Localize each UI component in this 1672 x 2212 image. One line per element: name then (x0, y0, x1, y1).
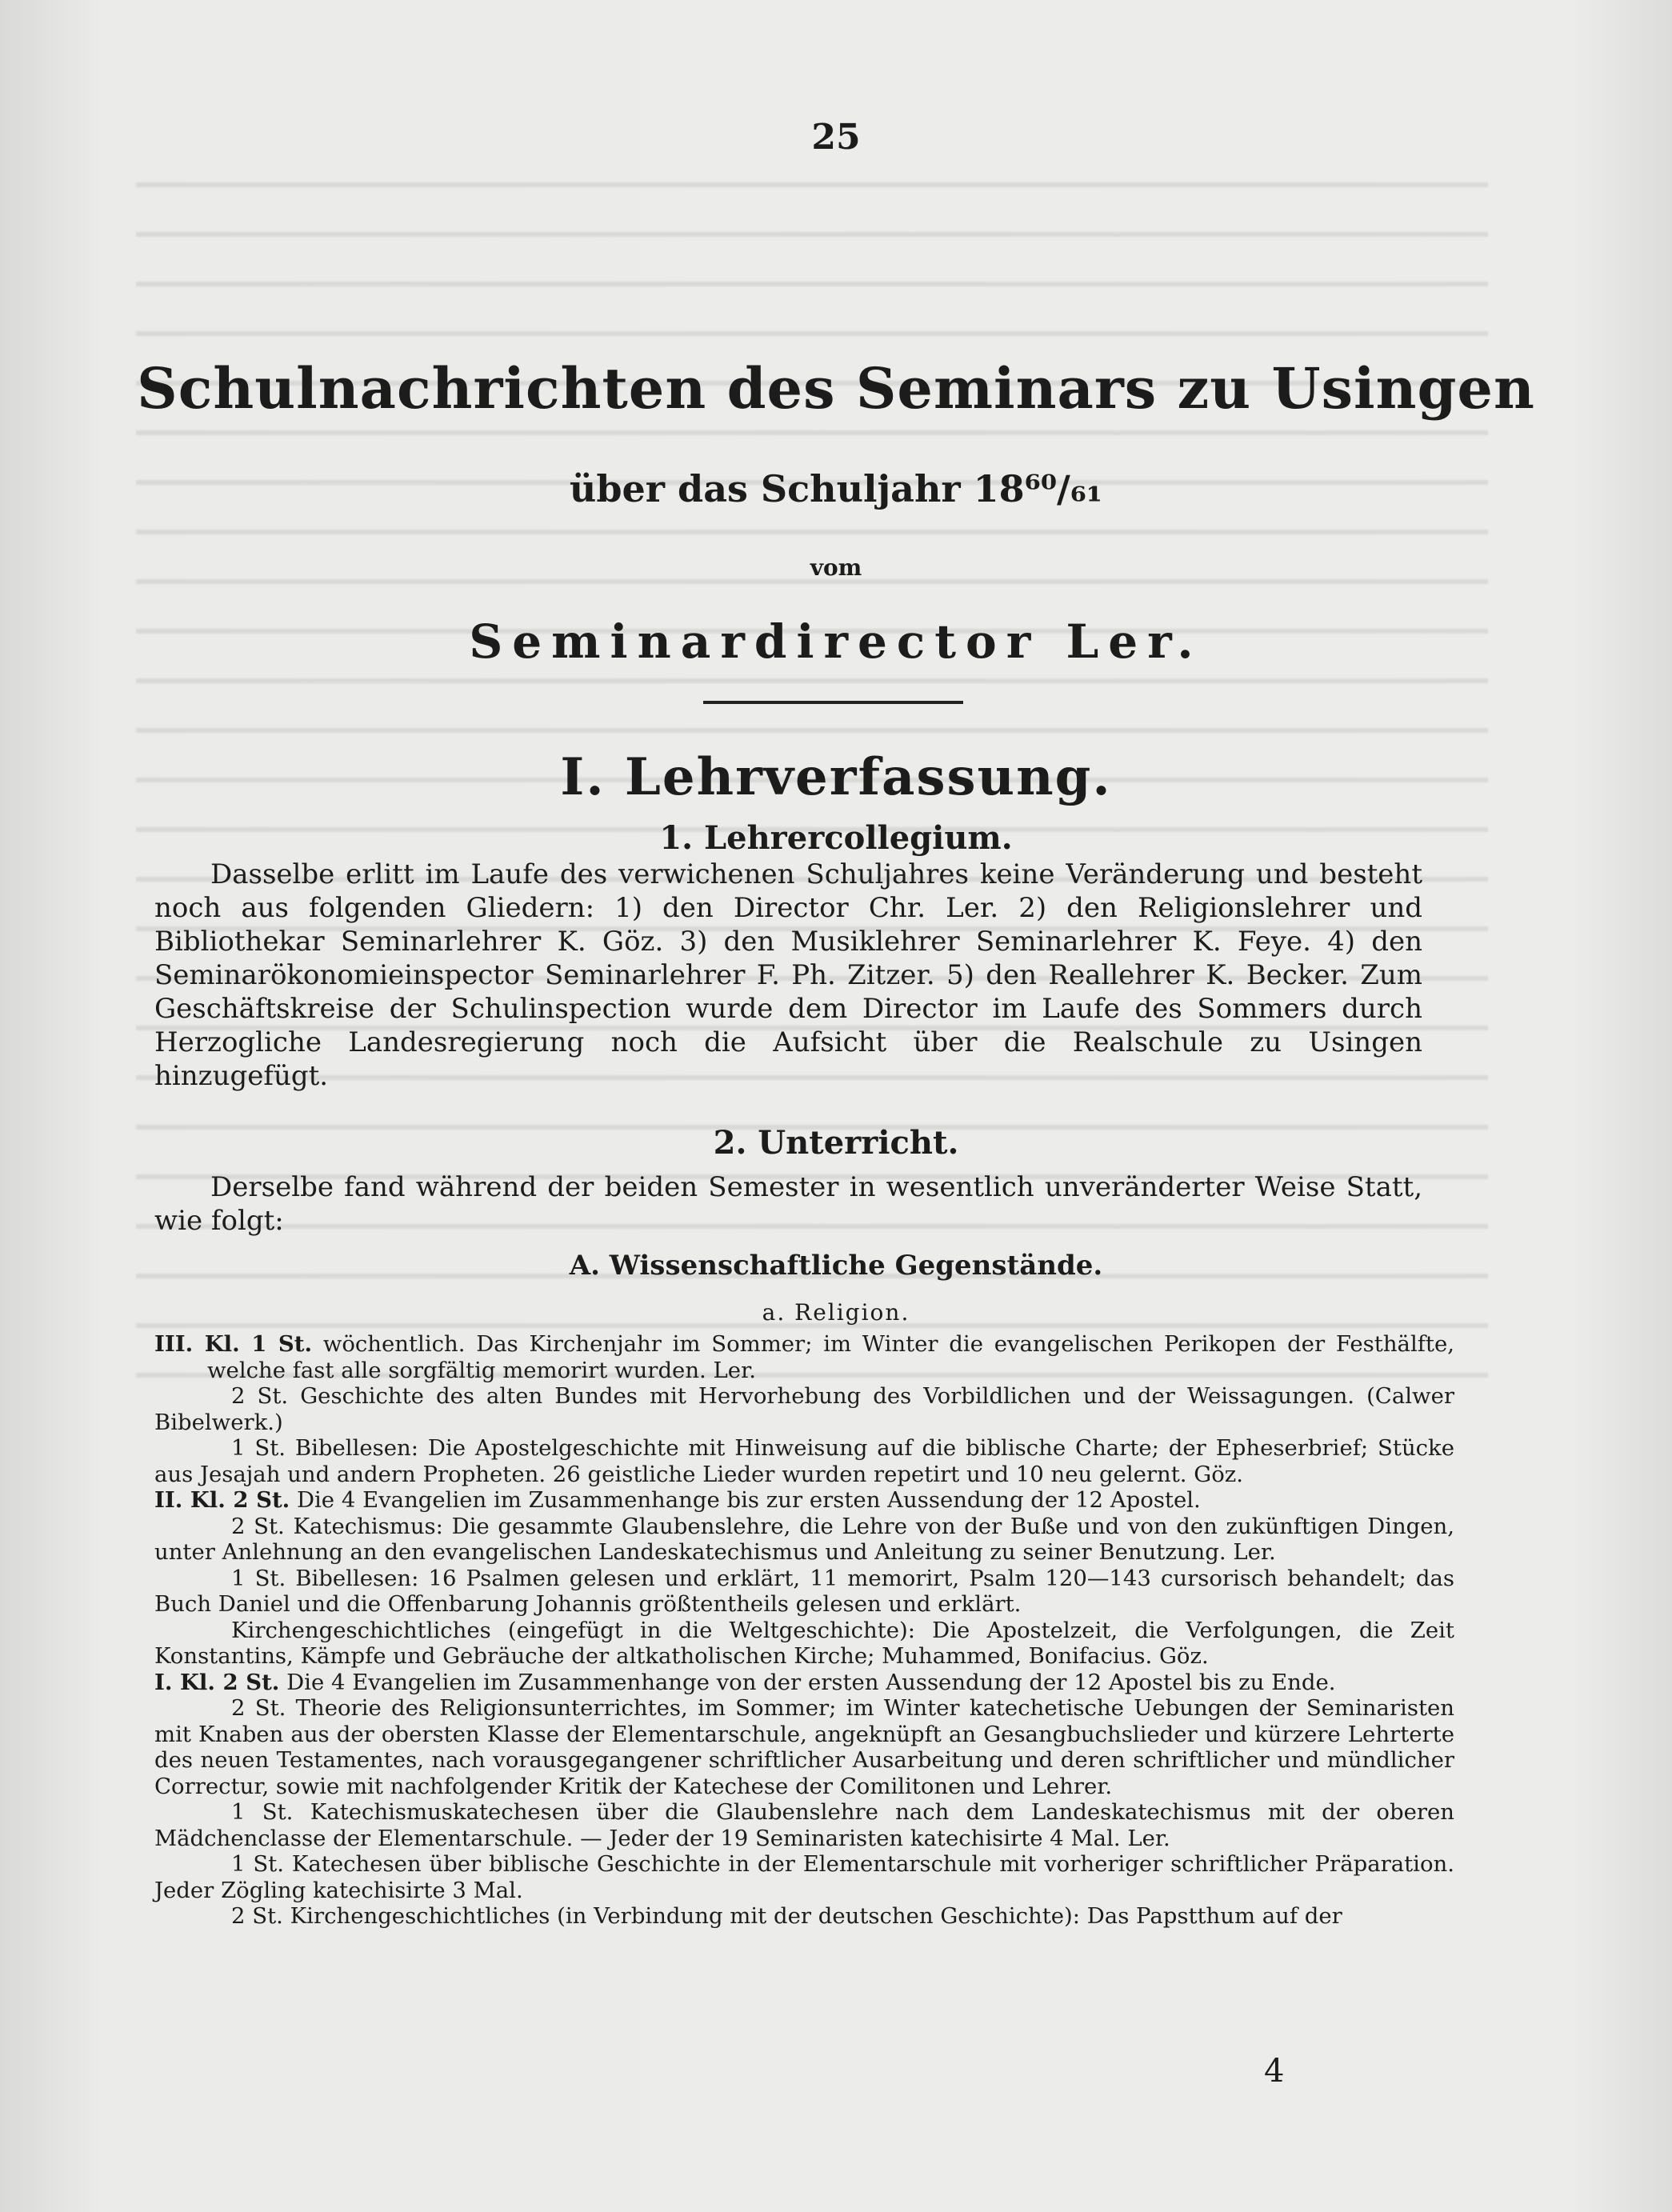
document-subtitle: über das Schuljahr 18⁶⁰/₆₁ (569, 467, 1103, 510)
entry (154, 1566, 1454, 1618)
entry (154, 1383, 1454, 1435)
entry-label: III. Kl. 1 St. (154, 1331, 313, 1357)
vom-label: vom (810, 554, 862, 581)
entry (154, 1514, 1454, 1566)
entry-text: 1 St. Bibellesen: 16 Psalmen gelesen und erklärt, 11 memorirt, Psalm 120—143 cursorisch behandelt; das Buch Daniel und die Offenbarung Johannis größtentheils gelesen und erklärt. (154, 1565, 1454, 1617)
entry (154, 1851, 1454, 1903)
entry-text: Die 4 Evangelien im Zusammenhange von der ersten Aussendung der 12 Apostel bis zu Ende. (286, 1669, 1336, 1695)
entry-text: 2 St. Katechismus: Die gesammte Glaubenslehre, die Lehre von der Buße und von den zukünftigen Dingen, unter Anlehnung an den evangelischen Landeskatechismus und Anleitung zu seiner Benutzung. Ler. (154, 1513, 1454, 1565)
signature-mark: 4 (1264, 2053, 1285, 2090)
page-number: 25 (811, 117, 861, 158)
entry (154, 1695, 1454, 1799)
entry-label: I. Kl. 2 St. (154, 1669, 280, 1695)
paragraph-unterricht: Derselbe fand während der beiden Semester in wesentlich unveränderter Weise Statt, wie folgt: (154, 1171, 1422, 1237)
heading-lehrercollegium: 1. Lehrercollegium. (659, 819, 1013, 857)
entry-text: wöchentlich. Das Kirchenjahr im Sommer; im Winter die evangelischen Perikopen der Festhälfte, welche fast alle sorgfältig memorirt wurden. Ler. (207, 1331, 1454, 1383)
entry-text: 1 St. Bibellesen: Die Apostelgeschichte mit Hinweisung auf die biblische Charte; der Epheserbrief; Stücke aus Jesajah und andern Propheten. 26 geistliche Lieder wurden repetirt und 10 neu gelernt. Göz. (154, 1435, 1454, 1487)
paragraph-lehrercollegium: Dasselbe erlitt im Laufe des verwichenen Schuljahres keine Veränderung und besteht noch aus folgenden Gliedern: 1) den Director Chr. Ler. 2) den Religionslehrer und Bibliothekar Seminarlehrer K. Göz. 3) den Musiklehrer Seminarlehrer K. Feye. 4) den Seminarökonomieinspector Seminarlehrer F. Ph. Zitzer. 5) den Reallehrer K. Becker. Zum Geschäftskreise der Schulinspection wurde dem Director im Laufe des Sommers durch Herzogliche Landesregierung noch die Aufsicht über die Realschule zu Usingen hinzugefügt. (154, 858, 1422, 1092)
entry-label: II. Kl. 2 St. (154, 1487, 290, 1513)
heading-religion: a. Religion. (762, 1299, 910, 1326)
entry (154, 1799, 1454, 1851)
document-title: Schulnachrichten des Seminars zu Usingen (137, 355, 1535, 422)
entry (154, 1903, 1454, 1930)
entry (154, 1670, 1454, 1696)
entry-text: 1 St. Katechismuskatechesen über die Glaubenslehre nach dem Landeskatechismus mit der oberen Mädchenclasse der Elementarschule. — Jeder der 19 Seminaristen katechisirte 4 Mal. Ler. (154, 1799, 1454, 1851)
entry (154, 1435, 1454, 1487)
entry-text: 1 St. Katechesen über biblische Geschichte in der Elementarschule mit vorheriger schriftlicher Präparation. Jeder Zögling katechisirte 3 Mal. (154, 1851, 1454, 1903)
section-title: I. Lehrverfassung. (560, 747, 1112, 807)
author-line: Seminardirector Ler. (469, 614, 1203, 669)
heading-unterricht: 2. Unterricht. (713, 1124, 959, 1162)
heading-wissenschaftliche-gegenstaende: A. Wissenschaftliche Gegenstände. (569, 1250, 1103, 1282)
entry (154, 1618, 1454, 1670)
entry-text: Kirchengeschichtliches (eingefügt in die Weltgeschichte): Die Apostelzeit, die Verfolgungen, die Zeit Konstantins, Kämpfe und Gebräuche der altkatholischen Kirche; Muhammed, Bonifacius. Göz. (154, 1617, 1454, 1669)
entry-text: 2 St. Geschichte des alten Bundes mit Hervorhebung des Vorbildlichen und der Weissagungen. (Calwer Bibelwerk.) (154, 1383, 1454, 1435)
entry-text: 2 St. Kirchengeschichtliches (in Verbindung mit der deutschen Geschichte): Das Papstthum auf der (231, 1903, 1342, 1929)
divider-rule (703, 701, 963, 704)
entry (154, 1331, 1454, 1383)
entry-text: 2 St. Theorie des Religionsunterrichtes, im Sommer; im Winter katechetische Uebungen der Seminaristen mit Knaben aus der obersten Klasse der Elementarschule, angeknüpft an Gesangbuchslieder und kürzere Lehrterte des neuen Testamentes, nach vorausgegangener schriftlicher Ausarbeitung und deren schriftlicher und mündlicher Correctur, sowie mit nachfolgender Kritik der Katechese der Comilitonen und Lehrer. (154, 1695, 1454, 1799)
entry-text: Die 4 Evangelien im Zusammenhange bis zur ersten Aussendung der 12 Apostel. (296, 1487, 1201, 1513)
entry (154, 1487, 1454, 1514)
religion-entries (154, 1331, 1454, 1930)
